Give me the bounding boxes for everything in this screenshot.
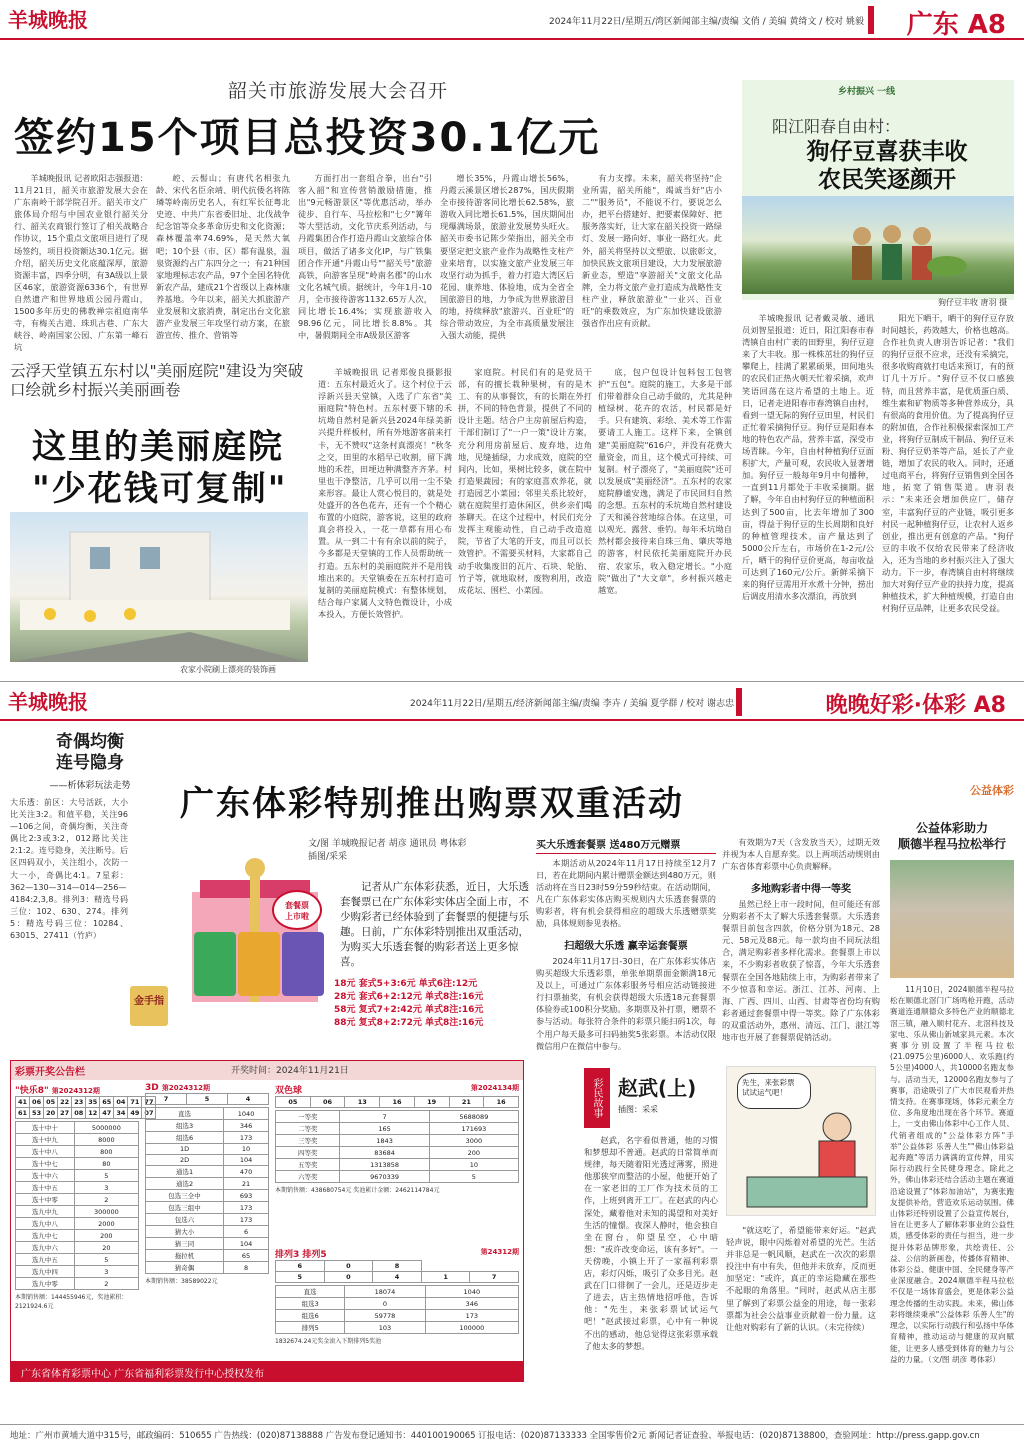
lottery-title: 彩票开奖公告栏 [15, 1067, 85, 1078]
ssq-prize-row [276, 1123, 519, 1135]
table-cell: 104 [224, 1238, 269, 1250]
table-cell: 10 [429, 1159, 518, 1171]
page-header-top [0, 0, 1024, 40]
table-cell: 二等奖 [276, 1123, 340, 1135]
k8-numbers [15, 1096, 156, 1119]
table-cell: 300000 [74, 1206, 138, 1218]
table-cell: 5 [276, 1272, 325, 1283]
table-cell: 83684 [340, 1147, 429, 1159]
table-cell: 346 [425, 1298, 518, 1310]
ssq-note: 本期销售额：438680754元 奖池累计金额：2462114784元 [275, 1187, 440, 1194]
d3-prize-row [146, 1178, 269, 1190]
p35-numbers [275, 1260, 519, 1283]
table-cell: 猜三同 [146, 1238, 224, 1250]
table-cell: 2D [146, 1155, 224, 1166]
table-cell: 12 [86, 1108, 100, 1119]
promo-badge: 套餐票 上市啦 [272, 890, 322, 930]
table-cell: 猜奇偶 [146, 1262, 224, 1274]
table-cell: 1313858 [340, 1159, 429, 1171]
k8-prize-row [16, 1182, 139, 1194]
section-bar-2 [736, 688, 742, 716]
sidebar-place: 阳江阳春自由村： [772, 117, 901, 136]
table-cell: 通选1 [146, 1166, 224, 1178]
story1-headline: 签约15个项目总投资30.1亿元 [14, 115, 601, 161]
table-cell: 组选3 [146, 1120, 224, 1132]
table-cell: 五等奖 [276, 1159, 340, 1171]
p2-lead: 记者从广东体彩获悉，近日，大乐透套餐票已在广东体彩实体店全面上市，不少购彩者已经体验到了套餐票的便捷与乐趣。日前，广东体彩特别推出双重活动，为购买大乐透套餐的购彩者送上更多惊喜。 [340, 881, 529, 968]
ssq-name: 双色球 [275, 1086, 303, 1096]
k8-number-row [16, 1108, 156, 1119]
table-cell: 13 [345, 1097, 380, 1108]
table-cell: 3 [74, 1182, 138, 1194]
courtyard-photo [10, 512, 308, 662]
table-cell: 200 [74, 1230, 138, 1242]
table-cell: 选十中五 [16, 1182, 75, 1194]
sidebar-col1: 羊城晚报讯 记者戴灵敏、通讯员刘智星报道：近日，阳江阳春市春湾镇自由村广袤的田野里，狗仔豆迎来了大丰收。那一株株茁壮的狗仔豆攀爬上，挂满了累累硕果，田间地头的农民们正热火朝天忙着采摘，欢声笑语回荡在这片希望的土地上。近日，记者走进阳春市春湾镇自由村，看到一望无际的狗仔豆田里，村民们正忙着采摘狗仔豆。狗仔豆是阳春本地的特色农产品，营养丰富，深受市场青睐。今年，自由村种植狗仔豆面积扩大，产量可观，农民收入显著增加。狗仔豆一般每年9月中旬播种，一直到11月都处于丰收采摘期。据了解，今年自由村狗仔豆的种植面积达到了500亩，比去年增加了300亩，得益于狗仔豆的生长周期和良好的种植管理技术，亩产量达到了5000公斤左右，市场价在1-2元/公斤，晒干的狗仔豆价更高，每亩收益可达到了160元/公斤。新鲜采摘下来的狗仔豆需用开水煮十分钟，捞出后调皮用清水多次漂泊，再放到 [742, 313, 874, 602]
table-cell: 5 [74, 1170, 138, 1182]
marathon-photo [890, 860, 1014, 978]
table-cell: 346 [224, 1120, 269, 1132]
k8-number-row [16, 1097, 156, 1108]
table-cell: 7 [470, 1272, 519, 1283]
art2-title: 扫超级大乐透 赢幸运套餐票 [564, 941, 688, 952]
edition-meta: 2024年11月22日/星期五/湾区新闻部主编/责编 文俏 / 美编 黄绮文 / 校对 姚毅 [549, 17, 864, 27]
table-cell: 800 [74, 1146, 138, 1158]
table-cell: 直选 [276, 1286, 345, 1298]
table-cell: 2000 [74, 1218, 138, 1230]
table-cell: 05 [276, 1097, 311, 1108]
table-cell: 2 [74, 1278, 138, 1290]
k8-prize-row [16, 1134, 139, 1146]
table-cell: 0 [324, 1272, 373, 1283]
lottery-title-bar [11, 1061, 523, 1080]
table-cell: 选十中七 [16, 1158, 75, 1170]
table-cell: 23 [72, 1097, 86, 1108]
k8-prize-table [15, 1121, 139, 1290]
story1-col2: 崆、云髻山；有唐代名相张九龄、宋代名臣余靖、明代抗倭名将陈璘等岭南历史名人，有红军长征粤北史迹、中共广东省委旧址、北伐战争纪念馆等众多革命历史和文化资源；森林覆盖率74.69%，是天然大氧吧；10个县（市、区）都有温泉，温泉资源约占广东四分之一；有21种国家地理标志农产品，97个全国名特优新农产品，建成21个省级以上森林康养基地。今年以来，韶关大抓旅游产业发展和文旅消费，制定出台文化旅游产业发展三年攻坚行动方案，在旅游宣传、推介、营销等 [156, 173, 290, 341]
table-cell: 71 [128, 1097, 142, 1108]
table-cell: 20 [74, 1242, 138, 1254]
table-cell: 173 [224, 1214, 269, 1226]
art4-title: 多地购彩者中得一等奖 [751, 884, 851, 895]
photo-caption: 狗仔豆丰收 唐羽 摄 [938, 298, 1008, 307]
d3-note: 本期销售额：38589022元 [145, 1278, 218, 1285]
trend-body: 大乐透：前区：大号活跃，大小比关注3:2。和值平稳，关注96—106之间，奇偶均衡，关注奇偶比2:3或3:2，012路比关注2:1:2。连号隐身，关注断号。后区四码双小，关注组小，次防一大一小，奇偶比4:1。7星彩：362—130—314—014—256—4184:2,3,8。排列3：精选号码三位：102、630、274。排列5：精选号码三位：10284、63015、27411（竹庐） [10, 798, 128, 941]
d3-prize-row [146, 1250, 269, 1262]
gold-finger-tag: 金手指 [130, 986, 168, 1026]
k8-prize-row [16, 1158, 139, 1170]
table-cell: 693 [224, 1190, 269, 1202]
p35-issue: 第24312期 [480, 1248, 519, 1256]
column-illustrator: 插图：采采 [618, 1105, 658, 1114]
table-cell: 猜大小 [146, 1226, 224, 1238]
fitness-logo: 公益体彩 [970, 784, 1014, 797]
table-cell: 470 [224, 1166, 269, 1178]
ssq-prize-row [276, 1171, 519, 1183]
price-58: 58元 复式7+2:42元 单式8注:16元 [334, 1005, 484, 1015]
table-cell: 173 [425, 1310, 518, 1322]
trend-subtitle: ——析体彩玩法走势 [49, 781, 131, 791]
d3-prize-row [146, 1155, 269, 1166]
k8-prize-row [16, 1194, 139, 1206]
story2-headline: 这里的美丽庭院 "少花钱可复制" [32, 427, 288, 509]
p35-prize-row [276, 1310, 519, 1322]
table-cell: 选十中十 [16, 1122, 75, 1134]
table-cell: 3000 [429, 1135, 518, 1147]
table-cell: 0 [324, 1261, 373, 1272]
p35-prize-table [275, 1285, 519, 1334]
table-cell: 19 [414, 1097, 449, 1108]
table-cell: 拖拉机 [146, 1250, 224, 1262]
sidebar-tag: 乡村振兴 一线 [838, 87, 896, 97]
fitness-column [890, 782, 1014, 1440]
table-cell: 05 [44, 1097, 58, 1108]
table-cell: 6 [276, 1261, 325, 1272]
table-cell: 选十中零 [16, 1194, 75, 1206]
table-cell: 直选 [146, 1108, 224, 1120]
ssq-number-row [276, 1097, 519, 1108]
table-cell: 21 [449, 1097, 484, 1108]
newspaper-logo: 羊城晚报 [8, 8, 88, 32]
ssq-prize-row [276, 1147, 519, 1159]
p35-prize-row [276, 1322, 519, 1334]
lottery-board [10, 1060, 524, 1382]
p5-number-row [276, 1272, 519, 1283]
art1-title: 买大乐透套餐票 送480万元赠票 [536, 836, 716, 854]
table-cell: 包选三全中 [146, 1190, 224, 1202]
table-cell: 8 [373, 1261, 422, 1272]
table-cell: 2 [74, 1194, 138, 1206]
table-cell: 61 [16, 1108, 30, 1119]
d3-name: 3D [145, 1083, 159, 1093]
k8-prize-row [16, 1278, 139, 1290]
lottery-footer: 广东省体育彩票中心 广东省福利彩票发行中心授权发布 [11, 1361, 523, 1381]
table-cell: 59778 [345, 1310, 425, 1322]
p35-prize-row [276, 1286, 519, 1298]
p35-prize-row [276, 1298, 519, 1310]
d3-prize-row [146, 1190, 269, 1202]
table-cell: 5 [74, 1254, 138, 1266]
d3-prize-row [146, 1238, 269, 1250]
table-cell: 65 [100, 1097, 114, 1108]
chip-58 [194, 932, 236, 996]
story1-col5: 有力支撑。未来，韶关将坚持"企业所需，韶关所能"，竭诚当好"店小二""服务员"，不能说不行，要说怎么办，把平台搭建好、把要素保障好、把服务落实好，让大家在韶关投资一路绿灯、发展一路向好、事业一路红火。此外，韶关将坚持以文塑旅、以旅彰文，加快民族文旅项目建设，大力发展旅游新业态，塑造"享游韶关"文旅文化品牌，全力将文旅产业打造成为战略性支柱产业，释放旅游业"一业兴、百业旺"的乘数效应，为广东加快建设旅游强省作出应有贡献。 [582, 173, 722, 329]
table-cell: 1843 [340, 1135, 429, 1147]
table-cell: 80 [74, 1158, 138, 1170]
section-label: 广东 A8 [906, 10, 1006, 40]
table-cell: 35 [86, 1097, 100, 1108]
table-cell: 四等奖 [276, 1147, 340, 1159]
column-title: 赵武(上) [618, 1076, 697, 1100]
table-cell: 41 [16, 1097, 30, 1108]
table-cell: 8 [224, 1262, 269, 1274]
d3-prize-row [146, 1214, 269, 1226]
k8-prize-row [16, 1254, 139, 1266]
table-cell: 165 [340, 1123, 429, 1135]
table-cell: 65 [224, 1250, 269, 1262]
page-footer: 地址：广州市黄埔大道中315号，邮政编码：510655 广告热线：(020)87138888 广告发布登记通知书：440100190065 订报电话：(020)87133333 全国零售价2元 新闻记者证查验、举报电话：(020)87138800，查验网址：http://press.gapp.gov.cn [0, 1424, 1024, 1442]
table-cell: 06 [30, 1097, 44, 1108]
ssq-numbers [275, 1096, 519, 1108]
ssq-prize-row [276, 1111, 519, 1123]
fitness-title: 公益体彩助力 顺德半程马拉松举行 [897, 821, 1006, 851]
ticket-chips [194, 932, 326, 1000]
d3-prize-row [146, 1226, 269, 1238]
column-illustration [726, 1066, 876, 1216]
table-cell: 27 [58, 1108, 72, 1119]
table-cell: 34 [114, 1108, 128, 1119]
k8-prize-row [16, 1206, 139, 1218]
k8-prize-row [16, 1230, 139, 1242]
table-cell: 选九中五 [16, 1254, 75, 1266]
table-cell: 5 [429, 1171, 518, 1183]
ssq-prize-row [276, 1135, 519, 1147]
table-cell: 7 [340, 1111, 429, 1123]
sidebar-col2: 阳光下晒干，晒干的狗仔豆存放时间越长，药效越大，价格也越高。合作社负责人唐羽告诉记者："我们的狗仔豆很不应求，还没有采摘完，很多收购商就打电话来预订，有的预订几十万斤。"狗仔豆不仅口感独特，而且营养丰富，是优质蛋白质、维生素和矿物质等多种营养成分，具有很高的食用价值。为了提高狗仔豆的附加值，合作社积极探索深加工产业，将狗仔豆制成干制品、狗仔豆米粉、狗仔豆奶茶等产品，延长了产业链，增加了农民的收入。同时，还通过电商平台，将狗仔豆销售到全国各地，拓宽了销售渠道。唐羽表示："未来还会增加供应厂，储存室，丰富狗仔豆的产业链，吸引更多村民一起种植狗仔豆，让农村人返乡创业，推出更有创意的产品。"狗仔豆的丰收不仅给农民带来了经济收入，还为当地的乡村振兴注入了强大动力。下一步，春湾镇自由村将继续加大对狗仔豆产业的扶持力度，提高种植技术，扩大种植规模，打造自由村狗仔豆品牌，让更多农民受益。 [882, 313, 1014, 614]
table-cell: 04 [114, 1097, 128, 1108]
d3-prize-row [146, 1132, 269, 1144]
p35-note: 1832674.24元奖金滚入下期排列5奖池 [275, 1338, 382, 1345]
newspaper-logo-2: 羊城晚报 [8, 690, 88, 714]
trend-title: 奇偶均衡 连号隐身 [56, 732, 124, 773]
house-illustration [10, 512, 308, 662]
table-cell: 选十中八 [16, 1146, 75, 1158]
table-cell: 1D [146, 1144, 224, 1155]
table-cell: 通选2 [146, 1178, 224, 1190]
page-header-bottom [0, 681, 1024, 721]
art3-body: 有效期为7天（含发放当天），过期无效并视为本人自愿弃奖。以上两项活动规则由广东省体育彩票中心负责解释。 [722, 837, 880, 872]
column-story [532, 1066, 880, 1384]
k8-name: "快乐8" [15, 1086, 49, 1096]
table-cell: 49 [128, 1108, 142, 1119]
k8-prize-row [16, 1218, 139, 1230]
table-cell: 组选3 [276, 1298, 345, 1310]
sidebar-headline: 狗仔豆喜获丰收 农民笑逐颜开 [806, 139, 968, 193]
table-cell: 5000000 [74, 1122, 138, 1134]
table-cell: 三等奖 [276, 1135, 340, 1147]
table-cell: 10 [224, 1144, 269, 1155]
story1-kicker: 韶关市旅游发展大会召开 [228, 80, 449, 102]
d3-prize-row [146, 1202, 269, 1214]
story2-col3: 底，包户包设计包料包工包管护"五包"。庭院的施工，大多是干部们带着群众自己动手做的，尤其是种植绿树、花卉的农活，村民都是好手。只有建筑、彩绘、美术等工作需要请工人施工。这样下来，全镇创建"美丽庭院"616户，并没有花费大量资金，而且，这个模式可持续、可复制。村子漂亮了，"美丽庭院"还可以发展成"美丽经济"。五东村的农家庭院静谧安逸，满足了市民回归自然的念想。五东村的禾坑坳自然村建设了天和溪谷营地综合体。在这里，可以观光、露营、垂钓。每年禾坑坳自然村都会接待来自珠三角、肇庆等地的游客，村民依托美丽庭院开办民宿、农家乐，收入稳定增长。"小庭院"做出了"大文章"，乡村振兴越走越宽。 [598, 367, 732, 595]
table-cell: 3 [74, 1266, 138, 1278]
table-cell: 包选六 [146, 1214, 224, 1226]
table-cell: 100000 [425, 1322, 518, 1334]
table-cell: 77 [142, 1097, 156, 1108]
table-cell: 1040 [224, 1108, 269, 1120]
story1-col4: 增长35%，丹霞山增长56%，丹霞云溪景区增长287%，国庆假期全市接待游客同比增长62.58%，旅游收入同比增长61.5%，国庆期间出现爆满场景，旅游业发展势头旺火。韶关市委书记陈少荣指出，韶关全市要坚定把文旅产业作为战略性支柱产业来培育，以实施文旅产业发展三年攻坚行动为抓手，着力打造大湾区后花园、康养地、体验地，成为全省全国旅游目的地，力争成为世界旅游目的地，持续释放"旅游兴、百业旺"的综合带动效应，为全市高质量发展注入强大动能，提供 [440, 173, 574, 341]
table-cell: 22 [58, 1097, 72, 1108]
d3-issue: 第2024312期 [161, 1084, 210, 1092]
d3-block [145, 1083, 269, 1285]
table-cell: 6 [224, 1226, 269, 1238]
p2-byline: 文/图 羊城晚报记者 胡彦 通讯员 粤体彩 插图/采采 [308, 839, 467, 862]
table-cell: 8000 [74, 1134, 138, 1146]
table-cell: 选九中七 [16, 1230, 75, 1242]
table-cell: 选九中九 [16, 1206, 75, 1218]
table-cell: 组选6 [146, 1132, 224, 1144]
table-cell: 173 [224, 1132, 269, 1144]
k8-prize-row [16, 1146, 139, 1158]
section-bar [868, 6, 874, 34]
art1-body: 本期活动从2024年11月17日持续至12月7日，若在此期间内累计赠票金额达到480万元，则活动将在当日23时59分59秒结束。在活动期间，凡在广东体彩实体店购买规则内大乐透套餐票的购彩者，将有机会获得相应的超级大乐透赠票奖励，具体规则参见表格。 [536, 858, 716, 929]
d3-number-row [146, 1094, 269, 1105]
chip-18 [238, 932, 280, 996]
price-list [334, 978, 534, 1030]
ssq-prize-row [276, 1159, 519, 1171]
section-label-2: 晚晚好彩·体彩 A8 [825, 693, 1006, 718]
table-cell: 选九中四 [16, 1266, 75, 1278]
k8-issue: 第2024312期 [51, 1087, 100, 1095]
d3-prize-row [146, 1166, 269, 1178]
table-cell: 20 [44, 1108, 58, 1119]
ssq-issue: 第2024134期 [470, 1084, 519, 1092]
table-cell: 06 [310, 1097, 345, 1108]
speech-bubble: 先生，来张彩票 试试运气吧！ [737, 1073, 811, 1109]
table-cell: 包选三组中 [146, 1202, 224, 1214]
column-body: 赵武，名字看似普通，他的习惯和梦想却不普通。赵武的日常简单而规律，每天随着阳光透过薄雾，照进他那狭窄而整洁的小屋，他便开始了在一家老旧的工厂作为技术员的工作，上班到离开工厂。在赵武的内心深处，藏着他对未知的渴望和对美好生活的憧憬。夜深人静时，他会独自坐在窗台，仰望星空，心中暗想："或许改变命运，该有多好"。一天傍晚，小镇上开了一家福利彩票店，彩灯闪烁，吸引了众多目光。赵武在门口徘徊了一会儿，还是迈步走了进去，店主热情地招呼他，告诉他："先生，来张彩票试试运气吧！"赵武接过彩票，心中有一种说不出的感动，他总觉得这张彩票承载了他太多的梦想。 [584, 1135, 718, 1351]
k8-prize-row [16, 1266, 139, 1278]
table-cell: 18074 [345, 1286, 425, 1298]
edition-meta-2: 2024年11月22日/星期五/经济新闻部主编/责编 李卉 / 美编 夏学群 / 校对 谢志忠 [410, 699, 734, 709]
k8-prize-row [16, 1242, 139, 1254]
table-cell: 一等奖 [276, 1111, 340, 1123]
table-cell: 171693 [429, 1123, 518, 1135]
table-cell: 104 [224, 1155, 269, 1166]
table-cell: 5688089 [429, 1111, 518, 1123]
table-cell: 16 [380, 1097, 415, 1108]
lottery-date: 开奖时间：2024年11月21日 [231, 1066, 349, 1076]
table-cell: 103 [345, 1322, 425, 1334]
story2-col2: 家庭院。村民们有的是党员干部，有的擅长栽种果树，有的是木工、有的从事餐饮，有的长期在外打拼，不同的特色背景，提供了不同的设计主题。结合户主房前屋后构造，干部们制订了"一户一策"设计方案，充分利用房前屋后、废弃地，边角地，见缝插绿，力求成效，庭院的空间内，比如，果树比较多，就在院中打造果蔬园；有的家庭喜欢养花，就打造园艺小菜园；邻里关系比较好，就在庭院里打造休闲区，供乡亲们喝茶聊天。在这个过程中，村民们充分发挥主观能动性，自己动手改造庭院，节省了大笔的开支，而且可以长效管护。不需要买材料，大家都自己动手收集废旧的瓦片、石块、轮胎、竹子等，就地取材，废物利用，改造成花坛、围栏、小菜园。 [458, 367, 592, 595]
d3-prize-table [145, 1107, 269, 1274]
table-cell: 7 [146, 1094, 187, 1105]
d3-numbers [145, 1093, 269, 1105]
table-cell: 六等奖 [276, 1171, 340, 1183]
bean-harvest-photo [742, 196, 1014, 294]
k8-note: 本期销售额：144455946元，奖池累积：2121924.6元 [15, 1294, 128, 1310]
table-cell: 选九中六 [16, 1242, 75, 1254]
farmers-illustration [742, 196, 1014, 294]
table-cell: 排列5 [276, 1322, 345, 1334]
d3-prize-row [146, 1144, 269, 1155]
table-cell: 4 [373, 1272, 422, 1283]
price-28: 28元 套式6+2:12元 单式8注:16元 [334, 992, 484, 1002]
table-cell: 53 [30, 1108, 44, 1119]
story2-caption: 农家小院刷上漂亮的装饰画 [180, 665, 276, 674]
table-cell: 5 [187, 1094, 228, 1105]
p35-block [275, 1247, 519, 1345]
table-cell: 4 [228, 1094, 269, 1105]
table-cell: 1040 [425, 1286, 518, 1298]
p35-name: 排列3 排列5 [275, 1250, 327, 1260]
table-cell: 21 [224, 1178, 269, 1190]
table-cell: 组选6 [276, 1310, 345, 1322]
art4-body: 虽然已经上市一段时间，但可能还有部分购彩者不太了解大乐透套餐票。大乐透套餐票目前包含四款，价格分别为18元、28元、58元及88元。每一款均由不同玩法组合，满足购彩者多样化需求。套餐票上市以来，不少购彩者收获了惊喜，今年大乐透套餐票在全国各地陆续上市，为购彩者带来了不少惊喜和幸运。浙江、江苏、河南、上海、广西、四川、山西、甘肃等省份均有购彩者通过套餐票中得一等奖。除了广东体彩的双重活动外，惠州、清远、江门、湛江等地市也开展了套餐票促销活动。 [722, 899, 880, 1043]
table-cell: 47 [100, 1108, 114, 1119]
table-cell: 16 [484, 1097, 519, 1108]
table-cell: 07 [142, 1108, 156, 1119]
story2-kicker: 云浮天堂镇五东村以"美丽庭院"建设为突破口绘就乡村振兴美丽画卷 [10, 362, 304, 399]
column-stamp: 彩民故事 [584, 1068, 610, 1128]
d3-prize-row [146, 1108, 269, 1120]
table-cell: 08 [72, 1108, 86, 1119]
table-cell: 选十中六 [16, 1170, 75, 1182]
column-body-2: "就这吃了，希望能带来好运。"赵武轻声说，眼中闪烁着对希望的光芒。生活并非总是一帆风顺，赵武在一次次的彩票投注中有中有失，但他并未放弃，反而更加坚定："或许，真正的幸运隐藏在那些不起眼的角落里。"同时，赵武从店主那里了解到了彩票公益金的用途，每一张彩票都为社会公益事业贡献着一份力量。这让他对购彩有了新的认识。（未完待续） [726, 1225, 876, 1332]
table-cell: 选九中八 [16, 1218, 75, 1230]
p3-number-row [276, 1261, 519, 1272]
k8-prize-row [16, 1122, 139, 1134]
price-88: 88元 复式8+2:72元 单式8注:16元 [334, 1018, 484, 1028]
ssq-prize-table [275, 1110, 519, 1183]
story1-col3: 方面打出一套组合拳，出台"引客入韶"和宣传营销激励措施，推出"9元畅游景区"等优惠活动，举办徒步、自行车、马拉松和"七夕"篝年等大型活动，文化节庆系列活动，与丹霞集团合作打造丹霞山文旅综合体项目，做活了诸多文化IP，与广铁集团合作开通"丹霞山号""韶关号"旅游高铁，向游客呈现"岭南名郡"的山水文化名城气质。据统计，今年1月-10月，全市接待游客1132.65万人次，同比增长16.4%；实现旅游收入98.96亿元，同比增长8.8%。其中，暑假期间全市A级景区游客 [298, 173, 432, 341]
p2-headline: 广东体彩特别推出购票双重活动 [180, 784, 684, 824]
table-cell: 0 [345, 1298, 425, 1310]
table-cell: 选十中九 [16, 1134, 75, 1146]
table-cell: 9670339 [340, 1171, 429, 1183]
fitness-body: 11月10日，2024顺德半程马拉松在顺德北滘门广场鸣枪开跑，活动赛道连通顺德众多特色产业的顺德北滘三镇，融入顺村花卉、北滘科技及家电、乐从佛山新城家具元素。本次赛事分别设置了半程马拉松(21.0975公里)6000人、欢乐跑(约5公里)4000人，共10000名跑友参与。活动当天，12000名跑友参与了赛事，沿途吸引了广大市民观看并热情支持。在赛事现场，体彩元素全方位、多角度地出现在各个环节。赛道上，一支由佛山体彩中心工作人员、代销者组成的"公益体彩方阵"手举"公益体彩 乐善人生""佛山体彩益起奔跑"等活力满满的宣传牌，用实际行动践行全民健身理念。除此之外，佛山体彩还结合活动主题在赛道沿途设置了"体彩加油站"，为赛张跑友提供补给，营造欢乐运动氛围。佛山体彩还特别设置了公益宣传展台，旨在让更多人了解体彩事业的公益性质，感受体彩的责任与担当，进一步提升体彩品牌形象，共绘责任、公益、公信的新画卷，传播体育精神、体彩公益、健康中国、全民健身等产业深度融合。2024顺德半程马拉松不仅是一场体育盛会，更是体彩公益理念传播的生动实践。未来，佛山体彩将继续秉承"公益体彩 乐善人生"的理念，以实际行动践行和弘扬中华体育精神，推动运动与健康的双向赋能，让更多人感受到体育的魅力与公益的力量。（文/图 胡彦 粤体彩） [890, 985, 1014, 1364]
d3-prize-row [146, 1262, 269, 1274]
k8-prize-row [16, 1170, 139, 1182]
table-cell: 200 [429, 1147, 518, 1159]
table-cell: 173 [224, 1202, 269, 1214]
ssq-block [275, 1083, 519, 1194]
story1-col1: 羊城晚报讯 记者欧阳志强报道：11月21日，韶关市旅游发展大会在广东南岭干部学院召开。韶关市文广旅体局介绍与中国农业银行韶关分行、韶关农商银行签订了相关战略合作协议，15个重点文旅项目进行了现场签约，项目投资额达30.1亿元。据介绍，韶关历史文化底蕴深厚，旅游资源丰富，四季分明，有3A级以上景区46家，旅游资源6336个，有世界自然遗产和世界地质公园丹霞山，1500多年历史的佛教禅宗祖庭南华寺，有梅关古道、珠玑古巷、广东大峡谷、岭南国家公园、广东第一峰石坑 [14, 173, 148, 353]
table-cell: 1 [421, 1272, 470, 1283]
price-18: 18元 套式5+3:6元 单式6注:12元 [334, 979, 478, 989]
art2-body: 2024年11月17日-30日，在广东体彩实体店购买超级大乐透彩票，单张单期票面金额满18元及以上，可通过广东体彩服务号相应活动链接进行扫票抽奖，有机会获得超级大乐透18元套餐票体验券或100积分奖励。多期票及补打票，赠票不参与活动。每张符合条件的彩票只能扫码1次，每个用户每天最多可扫码抽奖5张彩票。本活动仅限微信用户在微信中参与。 [536, 956, 716, 1051]
chip-88 [282, 932, 324, 996]
story2-col1: 羊城晚报讯 记者郑俊良摄影报道：五东村最近火了。这个村位于云浮新兴县天堂镇，入选了广东省"美丽庭院"特色村。五东村要下辖的禾坑坳自然村是新兴县2024年绿美新兴提升样板村，所有外地游客前来打卡，无不赞叹"这条村真漂亮！"秋冬之交，田里的水稻早已收割，留下满地的禾茬，田埂边种满整齐齐茅。村里也干净整洁，几乎可以用一尘不染来形容。最让人赏心悦目的，就是处处盛开的各色花卉，还有一个个精心布置的小庭院，游客说，这里的政府真会将投入，一花一草都有用心布置。从一到二十有有余以前的院子，今多都是天堂镇的工作人员帮助统一打造。五东村的美丽庭院并不是用钱堆出来的。天堂镇委在五东村打造可复制的美丽庭院模式：有整体规划，结合每户家属人文特色微设计，小成本投入，方便长效管护。 [318, 367, 452, 619]
table-cell: 选九中零 [16, 1278, 75, 1290]
d3-prize-row [146, 1120, 269, 1132]
